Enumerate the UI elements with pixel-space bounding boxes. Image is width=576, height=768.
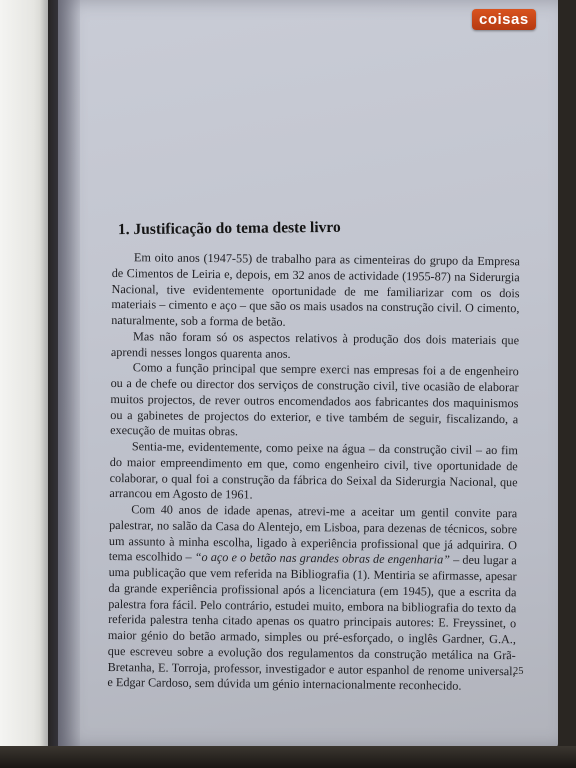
paragraph-3: Como a função principal que sempre exerci nas empresas foi a de engenheiro ou a de chefe ou director dos serviços de construção civil, tive ocasião de elaborar muitos projectos, de rever outros encomendados aos fabricantes dos maquinismos ou a gabinetes de projectos do exterior, e tive também de seguir, fiscalizando, a execução de muitas obras. xyxy=(110,360,519,439)
paragraph-5-end: – deu lugar a uma publicação que vem referida na Bibliografia (1). Mentiria se afirmasse, apesar da grande experiência profissional após a licenciatura (em 1945), que a escrita da palestra fora fácil. Pelo contrário, estudei muito, embora na bibliografia do texto da referida palestra tenha citado apenas os quatro principais autores: E. Freyssinet, o maior génio do betão armado, simples ou pré-esforçado, o inglês Gardner, G.A., que escreveu sobre a evolução dos regulamentos da construção metálica na Grã-Bretanha, E. Torroja, professor, investigador e autor espanhol de renome universal, e Edgar Cardoso, sem dúvida um génio internacionalmente reconhecido. xyxy=(107,552,517,693)
paragraph-4: Sentia-me, evidentemente, como peixe na água – da construção civil – ao fim do maior empreendimento em que, como engenheiro civil, tive oportunidade de colaborar, o qual foi a construção da fábrica do Seixal da Siderurgia Nacional, que arrancou em Agosto de 1961. xyxy=(109,439,518,502)
paragraph-5-start: Com 40 anos de idade apenas, atrevi-me a aceitar um gentil convite para palestrar, no salão da Casa do Alentejo, em Lisboa, para dezenas de técnicos, sobre um assunto à minha escolha, ligado à experiência profissional que já adquirira. O tema escolhido – xyxy=(108,502,518,565)
body-text xyxy=(107,250,520,695)
paragraph-5 xyxy=(107,502,517,695)
right-edge-shadow xyxy=(558,0,576,768)
book-gutter-shadow xyxy=(40,0,80,768)
watermark-logo: coisas xyxy=(472,9,536,30)
section-heading: 1. Justificação do tema deste livro xyxy=(117,218,341,239)
paragraph-2: Mas não foram só os aspectos relativos à produção dos dois materiais que aprendi nesses longos quarenta anos. xyxy=(110,328,520,361)
page-number: 25 xyxy=(513,666,524,677)
bottom-edge-shadow xyxy=(0,746,576,768)
paragraph-5-emphasis: “o aço e o betão nas grandes obras de engenharia” xyxy=(194,550,451,567)
paragraph-1: Em oito anos (1947-55) de trabalho para as cimenteiras do grupo da Empresa de Cimentos de Leiria e, depois, em 32 anos de actividade (1955-87) na Siderurgia Nacional, tive evidentemente oportunidade de me familiarizar com os dois materiais – cimento e aço – que são os mais usados na construção civil. O cimento, naturalmente, sob a forma de betão. xyxy=(111,250,520,329)
